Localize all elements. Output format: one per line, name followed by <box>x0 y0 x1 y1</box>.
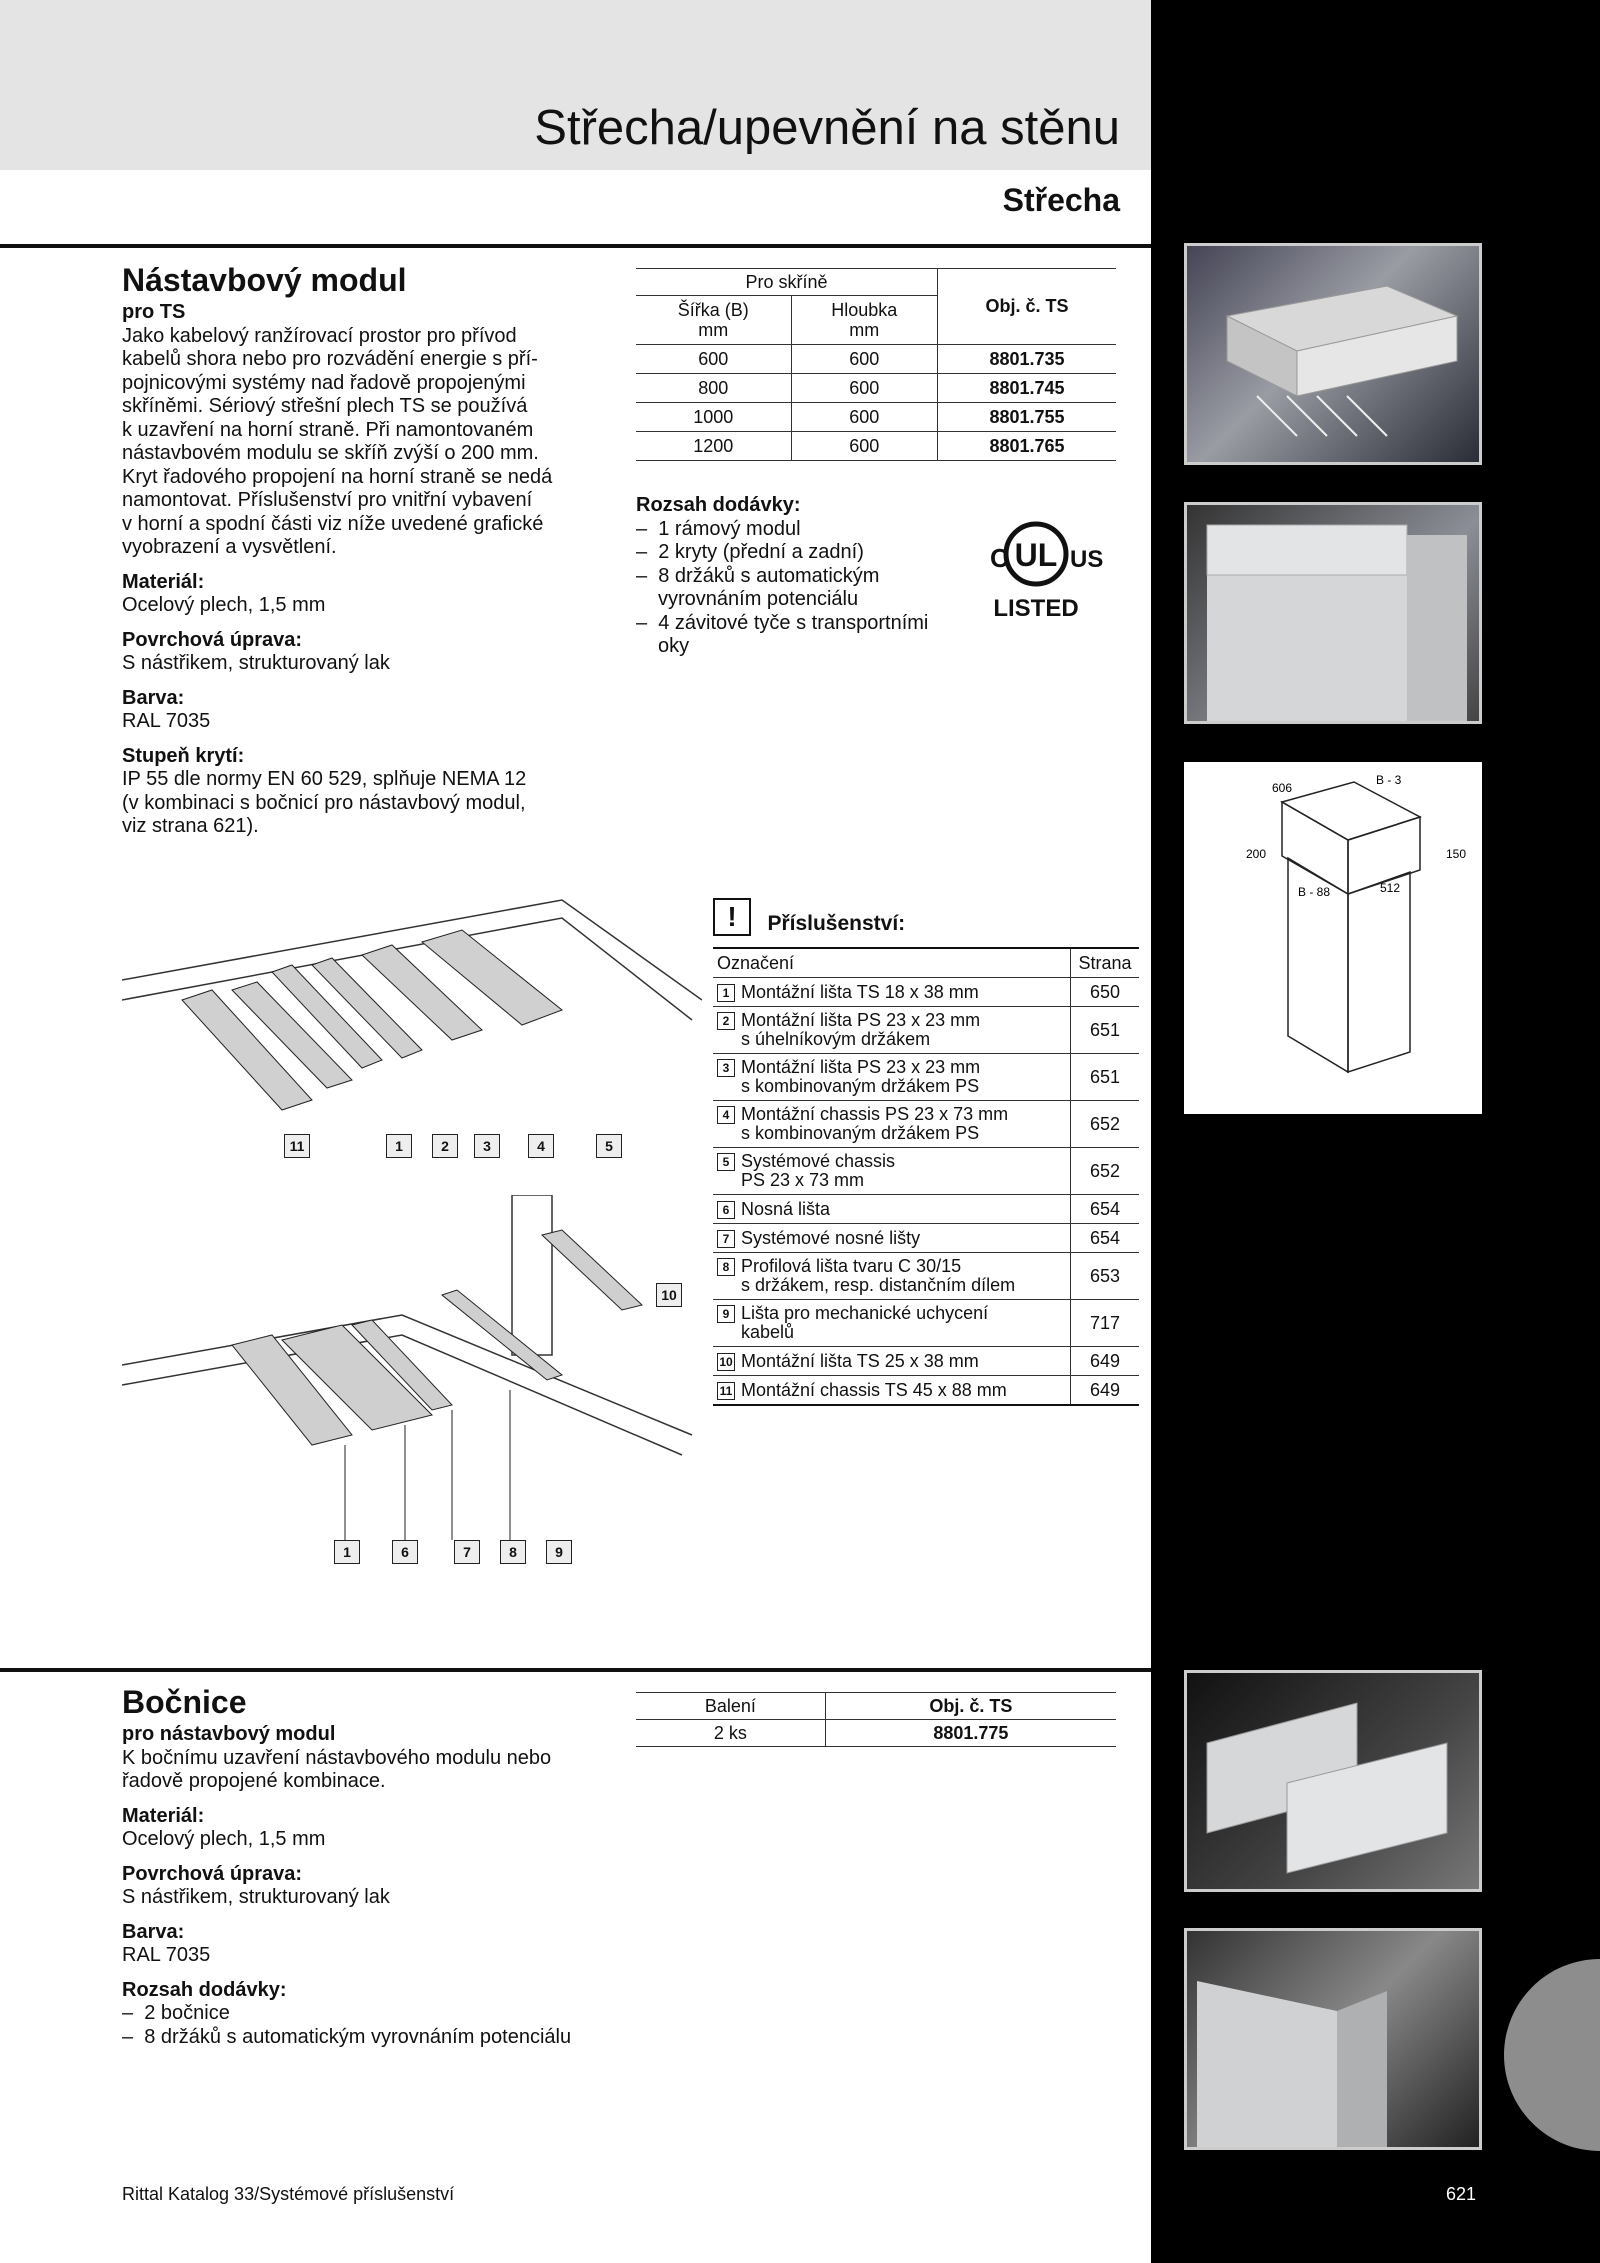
list-item: – 4 závitové tyče s transportními oky <box>636 611 929 657</box>
scope-block: Rozsah dodávky: – 1 rámový modul – 2 kryty (přední a zadní) – 8 držáků s automatickým vyrovnáním potenciálu – 4 závitové tyče s transportními oky <box>636 494 936 659</box>
callout-1: 1 <box>334 1540 360 1564</box>
callout-1: 1 <box>386 1134 412 1158</box>
callout-9: 9 <box>546 1540 572 1564</box>
side-panel-table-wrap <box>636 1692 1116 1747</box>
module-order-table <box>636 268 1116 461</box>
accessory-diagram-bottom <box>122 1195 702 1575</box>
list-item: – 8 držáků s automatickým vyrovnáním potenciálu <box>122 2025 572 2048</box>
table-row: 6 Nosná lišta 654 <box>713 1195 1139 1224</box>
table-row: 4 Montážní chassis PS 23 x 73 mm s kombinovaným držákem PS 652 <box>713 1101 1139 1148</box>
accessories-table-wrap <box>713 947 1139 1406</box>
table-row: 9 Lišta pro mechanické uchycení kabelů 717 <box>713 1300 1139 1347</box>
callout-11: 11 <box>284 1134 310 1158</box>
accessories-table <box>713 947 1139 1406</box>
col-code: Obj. č. TS <box>937 269 1116 345</box>
ul-c: C <box>990 543 1009 573</box>
list-item: – 2 bočnice <box>122 2002 230 2024</box>
page-tab-circle <box>1500 1955 1600 2155</box>
module-table-wrap <box>636 268 1116 461</box>
module-description <box>122 262 622 839</box>
group-header: Pro skříně <box>636 269 937 296</box>
list-item: – 2 kryty (přední a zadní) <box>636 541 864 563</box>
ul-text: UL <box>1014 537 1058 573</box>
table-row: 3 Montážní lišta PS 23 x 23 mm s kombinovaným držákem PS 651 <box>713 1054 1139 1101</box>
warning-icon: ! <box>713 898 751 936</box>
module-text: Jako kabelový ranžírovací prostor pro přívod kabelů shora nebo pro rozvádění energie s pří- pojnicovými systémy nad řadově propojenými skříněmi. Sériový střešní plech TS se používá k uzavření na horní straně. Při namontovaném nástavbovém modulu se skříň zvýší o 200 mm. Kryt řadového propojení na horní straně se nedá namontovat. Příslušenství pro vnitřní vybavení v horní a spodní části viz níže uvedené grafické vyobrazení a vysvětlení. <box>122 324 553 558</box>
surface-block: Povrchová úprava: S nástřikem, strukturovaný lak <box>122 628 390 674</box>
page-number: 621 <box>1446 2184 1477 2204</box>
side-panel-description: Bočnice pro nástavbový modul K bočnímu uzavření nástavbového modulu nebo řadově propojené kombinace. Materiál: Ocelový plech, 1,5 mm Povrchová úprava: S nástřikem, strukturovaný lak Barva: RAL 7035 Rozsah dodávky: – 2 bočnice – 8 držáků s automatickým vyrovnáním potenciálu <box>122 1684 642 2049</box>
color-block: Barva: RAL 7035 <box>122 686 211 732</box>
callout-10: 10 <box>656 1283 682 1307</box>
scope-list <box>636 518 936 659</box>
dim-606: 606 <box>1272 781 1293 795</box>
module-photo <box>1184 243 1482 465</box>
accessory-diagram-top <box>122 890 702 1170</box>
table-row: 8 Profilová lišta tvaru C 30/15 s držákem, resp. distančním dílem 653 <box>713 1253 1139 1300</box>
side-material-block: Materiál: Ocelový plech, 1,5 mm <box>122 1804 326 1850</box>
cabinet-photo <box>1184 502 1482 724</box>
dim-b88: B - 88 <box>1298 885 1331 899</box>
module-heading: Nástavbový modul <box>122 262 407 298</box>
side-surface-block: Povrchová úprava: S nástřikem, strukturovaný lak <box>122 1862 390 1908</box>
dim-512: 512 <box>1380 881 1401 895</box>
callout-3: 3 <box>474 1134 500 1158</box>
callout-2: 2 <box>432 1134 458 1158</box>
col-page: Strana <box>1071 948 1140 978</box>
page-title: Střecha/upevnění na stěnu <box>534 101 1120 155</box>
col-depth: Hloubka mm <box>791 296 937 345</box>
accessories-title: Příslušenství: <box>767 912 906 935</box>
side-color-block: Barva: RAL 7035 <box>122 1920 211 1966</box>
table-row: 7 Systémové nosné lišty 654 <box>713 1224 1139 1253</box>
callout-5: 5 <box>596 1134 622 1158</box>
ul-us: US <box>1070 546 1104 573</box>
accessories-title-wrap <box>713 898 905 936</box>
table-row: 11 Montážní chassis TS 45 x 88 mm 649 <box>713 1376 1139 1406</box>
callout-4: 4 <box>528 1134 554 1158</box>
table-row: 1000 600 8801.755 <box>636 403 1116 432</box>
table-row: 600 600 8801.735 <box>636 345 1116 374</box>
dim-b3: B - 3 <box>1376 773 1402 787</box>
list-item: – 1 rámový modul <box>636 517 801 540</box>
footer-catalog: Rittal Katalog 33/Systémové příslušenství <box>122 2184 455 2204</box>
callout-8: 8 <box>500 1540 526 1564</box>
section-title: Střecha <box>1002 182 1120 218</box>
table-row: 1 Montážní lišta TS 18 x 38 mm 650 <box>713 978 1139 1007</box>
col-name: Označení <box>713 948 1071 978</box>
table-row: 2 Montážní lišta PS 23 x 23 mm s úhelníkovým držákem 651 <box>713 1007 1139 1054</box>
side-panel-heading: Bočnice <box>122 1684 247 1720</box>
table-row: 1200 600 8801.765 <box>636 432 1116 461</box>
col-code: Obj. č. TS <box>825 1693 1116 1720</box>
side-panel-photo <box>1184 1670 1482 1892</box>
col-pack: Balení <box>636 1693 825 1720</box>
ul-listed-logo <box>986 520 1122 630</box>
side-panel-for: pro nástavbový modul <box>122 1723 336 1745</box>
table-row: 5 Systémové chassis PS 23 x 73 mm 652 <box>713 1148 1139 1195</box>
callout-6: 6 <box>392 1540 418 1564</box>
dim-200: 200 <box>1246 847 1267 861</box>
side-scope-block: Rozsah dodávky: – 2 bočnice – 8 držáků s automatickým vyrovnáním potenciálu <box>122 1979 642 2050</box>
col-width: Šířka (B) mm <box>677 300 749 340</box>
list-item: – 8 držáků s automatickým vyrovnáním potenciálu <box>636 564 880 610</box>
dimension-drawing <box>1184 762 1482 1114</box>
module-for: pro TS <box>122 301 186 323</box>
table-row: 800 600 8801.745 <box>636 374 1116 403</box>
callout-7: 7 <box>454 1540 480 1564</box>
table-row: 10 Montážní lišta TS 25 x 38 mm 649 <box>713 1347 1139 1376</box>
ul-listed: LISTED <box>993 595 1079 622</box>
dim-150: 150 <box>1446 847 1467 861</box>
mounted-photo <box>1184 1928 1482 2150</box>
section-rule <box>0 244 1151 248</box>
side-panel-table <box>636 1692 1116 1747</box>
table-row: 2 ks 8801.775 <box>636 1720 1116 1747</box>
protection-block: Stupeň krytí: IP 55 dle normy EN 60 529, splňuje NEMA 12 (v kombinaci s bočnicí pro nástavbový modul, viz strana 621). <box>122 744 527 837</box>
material-block: Materiál: Ocelový plech, 1,5 mm <box>122 570 326 616</box>
side-panel-rule <box>0 1668 1151 1672</box>
